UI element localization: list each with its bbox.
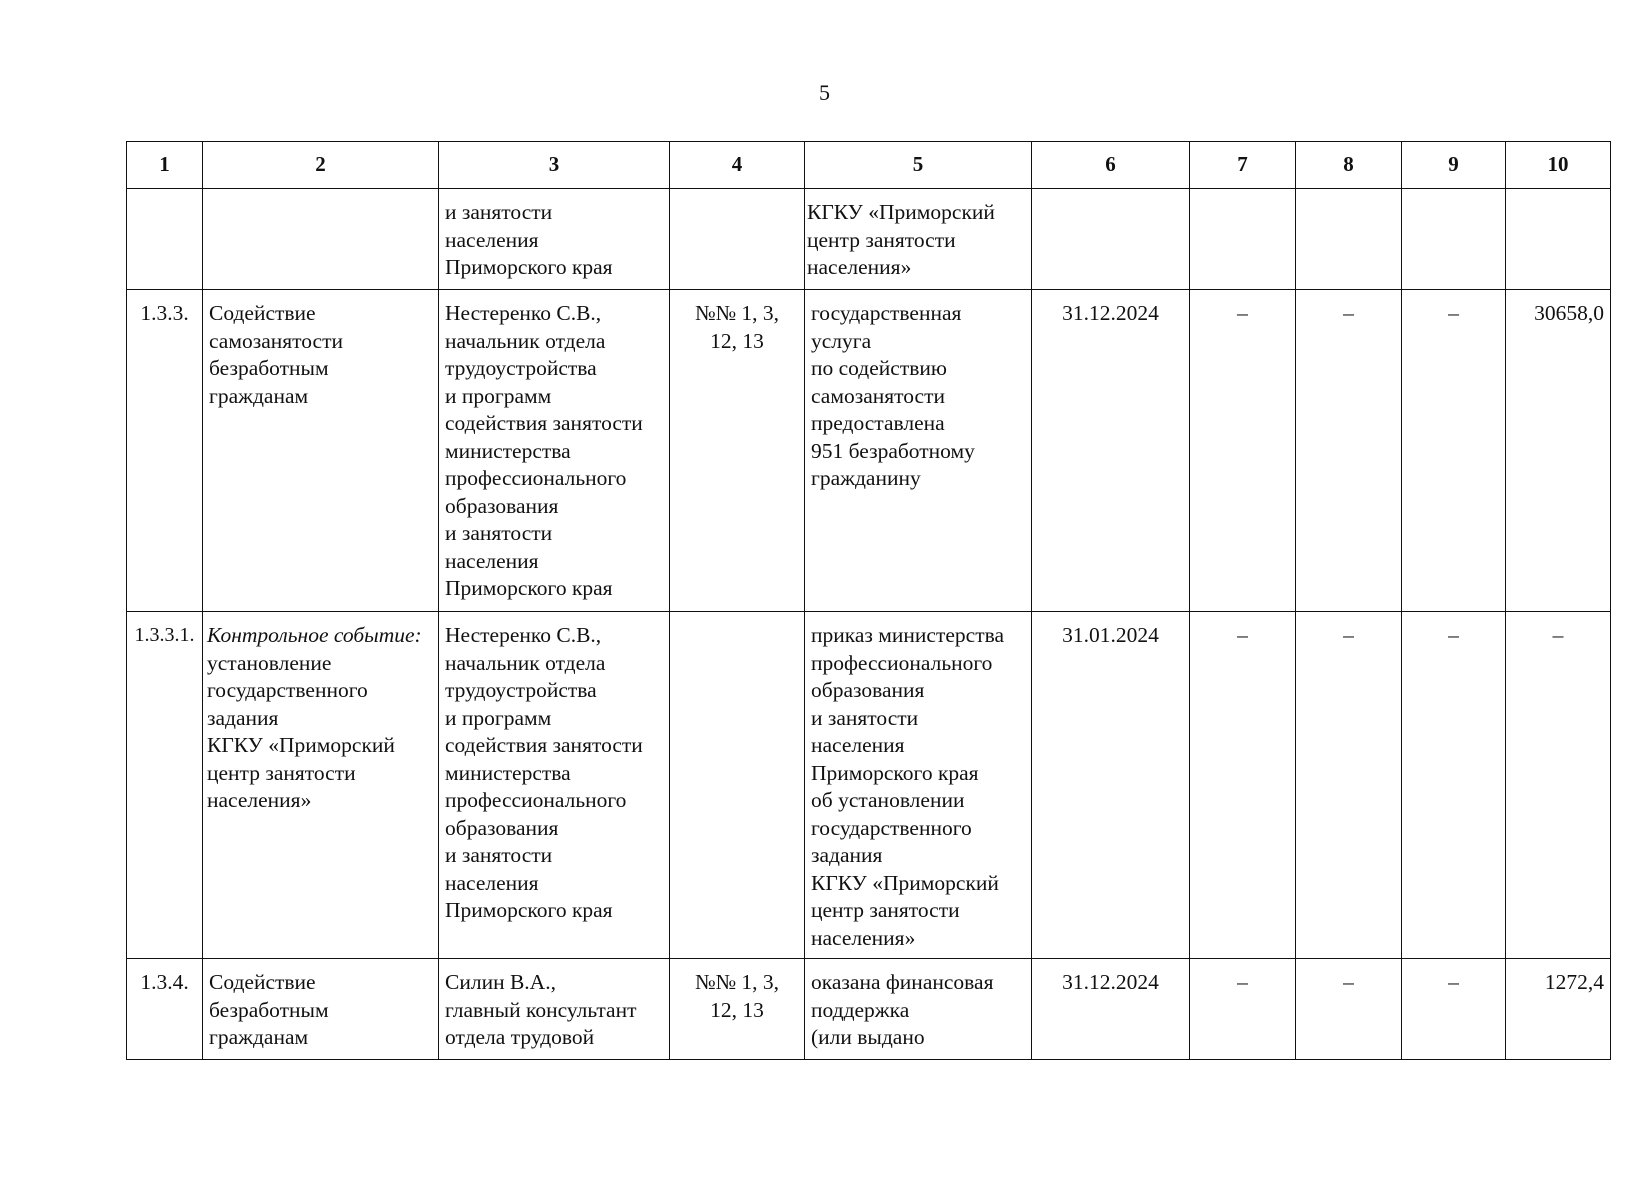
cell-item-number: 1.3.3.: [127, 290, 203, 612]
cell-activity: Содействие безработным гражданам: [203, 959, 439, 1060]
cell-col7: [1190, 189, 1296, 290]
column-header-6: 6: [1032, 142, 1190, 189]
column-header-4: 4: [670, 142, 805, 189]
cell-indicator-numbers: [670, 612, 805, 959]
cell-item-number: 1.3.3.1.: [127, 612, 203, 959]
cell-indicator-numbers: [670, 189, 805, 290]
cell-col9: [1402, 189, 1506, 290]
cell-result: приказ министерства профессионального образования и занятости населения Приморского края об установлении государственного задания КГКУ «Приморский центр занятости населения»: [805, 612, 1032, 959]
table-header-row: [127, 142, 1611, 189]
cell-col10: 1272,4: [1506, 959, 1611, 1060]
cell-col9: –: [1402, 612, 1506, 959]
cell-date: 31.01.2024: [1032, 612, 1190, 959]
cell-responsible: Нестеренко С.В., начальник отдела трудоустройства и программ содействия занятости министерства профессионального образования и занятости населения Приморского края: [439, 612, 670, 959]
cell-col10: 30658,0: [1506, 290, 1611, 612]
cell-activity: [203, 189, 439, 290]
column-header-9: 9: [1402, 142, 1506, 189]
cell-date: 31.12.2024: [1032, 959, 1190, 1060]
cell-result: КГКУ «Приморский центр занятости населения»: [805, 189, 1032, 290]
cell-col10: [1506, 189, 1611, 290]
cell-result: оказана финансовая поддержка (или выдано: [805, 959, 1032, 1060]
cell-responsible: Силин В.А., главный консультант отдела трудовой: [439, 959, 670, 1060]
cell-indicator-numbers: №№ 1, 3, 12, 13: [670, 959, 805, 1060]
column-header-8: 8: [1296, 142, 1402, 189]
table-row: [127, 189, 1611, 290]
column-header-2: 2: [203, 142, 439, 189]
cell-item-number: [127, 189, 203, 290]
cell-col7: –: [1190, 290, 1296, 612]
cell-col10: –: [1506, 612, 1611, 959]
cell-activity: [203, 612, 439, 959]
cell-col7: –: [1190, 959, 1296, 1060]
column-header-10: 10: [1506, 142, 1611, 189]
cell-col7: –: [1190, 612, 1296, 959]
cell-col9: –: [1402, 959, 1506, 1060]
column-header-7: 7: [1190, 142, 1296, 189]
cell-responsible: Нестеренко С.В., начальник отдела трудоустройства и программ содействия занятости министерства профессионального образования и занятости населения Приморского края: [439, 290, 670, 612]
column-header-5: 5: [805, 142, 1032, 189]
cell-date: 31.12.2024: [1032, 290, 1190, 612]
plan-table: [126, 141, 1611, 1060]
cell-activity: Содействие самозанятости безработным гражданам: [203, 290, 439, 612]
cell-col8: [1296, 189, 1402, 290]
table-row: [127, 959, 1611, 1060]
column-header-1: 1: [127, 142, 203, 189]
cell-result: государственная услуга по содействию самозанятости предоставлена 951 безработному гражданину: [805, 290, 1032, 612]
cell-col8: –: [1296, 290, 1402, 612]
column-header-3: 3: [439, 142, 670, 189]
table-row: [127, 290, 1611, 612]
control-event-label: Контрольное событие:: [207, 623, 422, 647]
cell-responsible: и занятости населения Приморского края: [439, 189, 670, 290]
cell-col9: –: [1402, 290, 1506, 612]
control-event-text: установление государственного задания КГКУ «Приморский центр занятости населения»: [207, 650, 395, 812]
cell-col8: –: [1296, 612, 1402, 959]
cell-item-number: 1.3.4.: [127, 959, 203, 1060]
table-row: [127, 612, 1611, 959]
cell-date: [1032, 189, 1190, 290]
page-number: 5: [819, 80, 830, 105]
cell-col8: –: [1296, 959, 1402, 1060]
cell-indicator-numbers: №№ 1, 3, 12, 13: [670, 290, 805, 612]
